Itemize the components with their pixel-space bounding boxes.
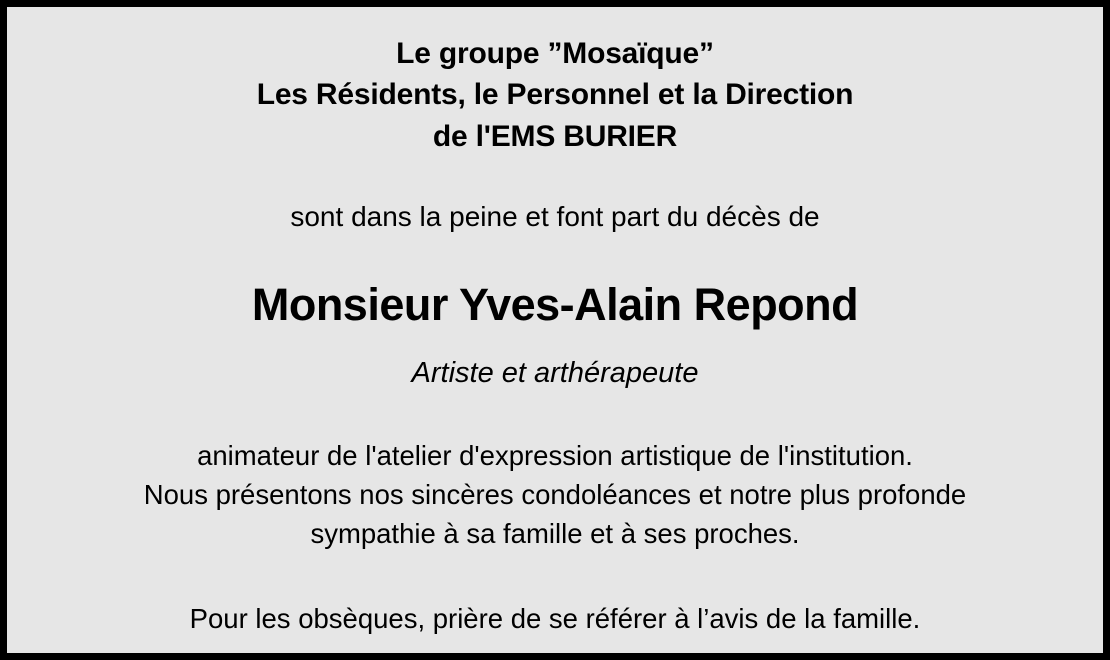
organization-header <box>45 33 1065 157</box>
condolence-message-line-1: animateur de l'atelier d'expression artistique de l'institution. <box>197 440 913 472</box>
organization-header-line-3: de l'EMS BURIER <box>432 119 678 153</box>
deceased-name: Monsieur Yves-Alain Repond <box>251 278 859 330</box>
funeral-information: Pour les obsèques, prière de se référer à l’avis de la famille. <box>189 602 921 634</box>
announcement-intro: sont dans la peine et font part du décès de <box>290 201 820 233</box>
condolence-message-line-2: Nous présentons nos sincères condoléances et notre plus profonde <box>143 479 967 511</box>
condolence-message-line-3: sympathie à sa famille et à ses proches. <box>310 518 800 550</box>
organization-header-line-2: Les Résidents, le Personnel et la Direction <box>256 78 854 112</box>
organization-header-line-1: Le groupe ”Mosaïque” <box>396 37 714 70</box>
deceased-role: Artiste et arthérapeute <box>411 356 699 389</box>
condolence-message <box>45 436 1065 553</box>
